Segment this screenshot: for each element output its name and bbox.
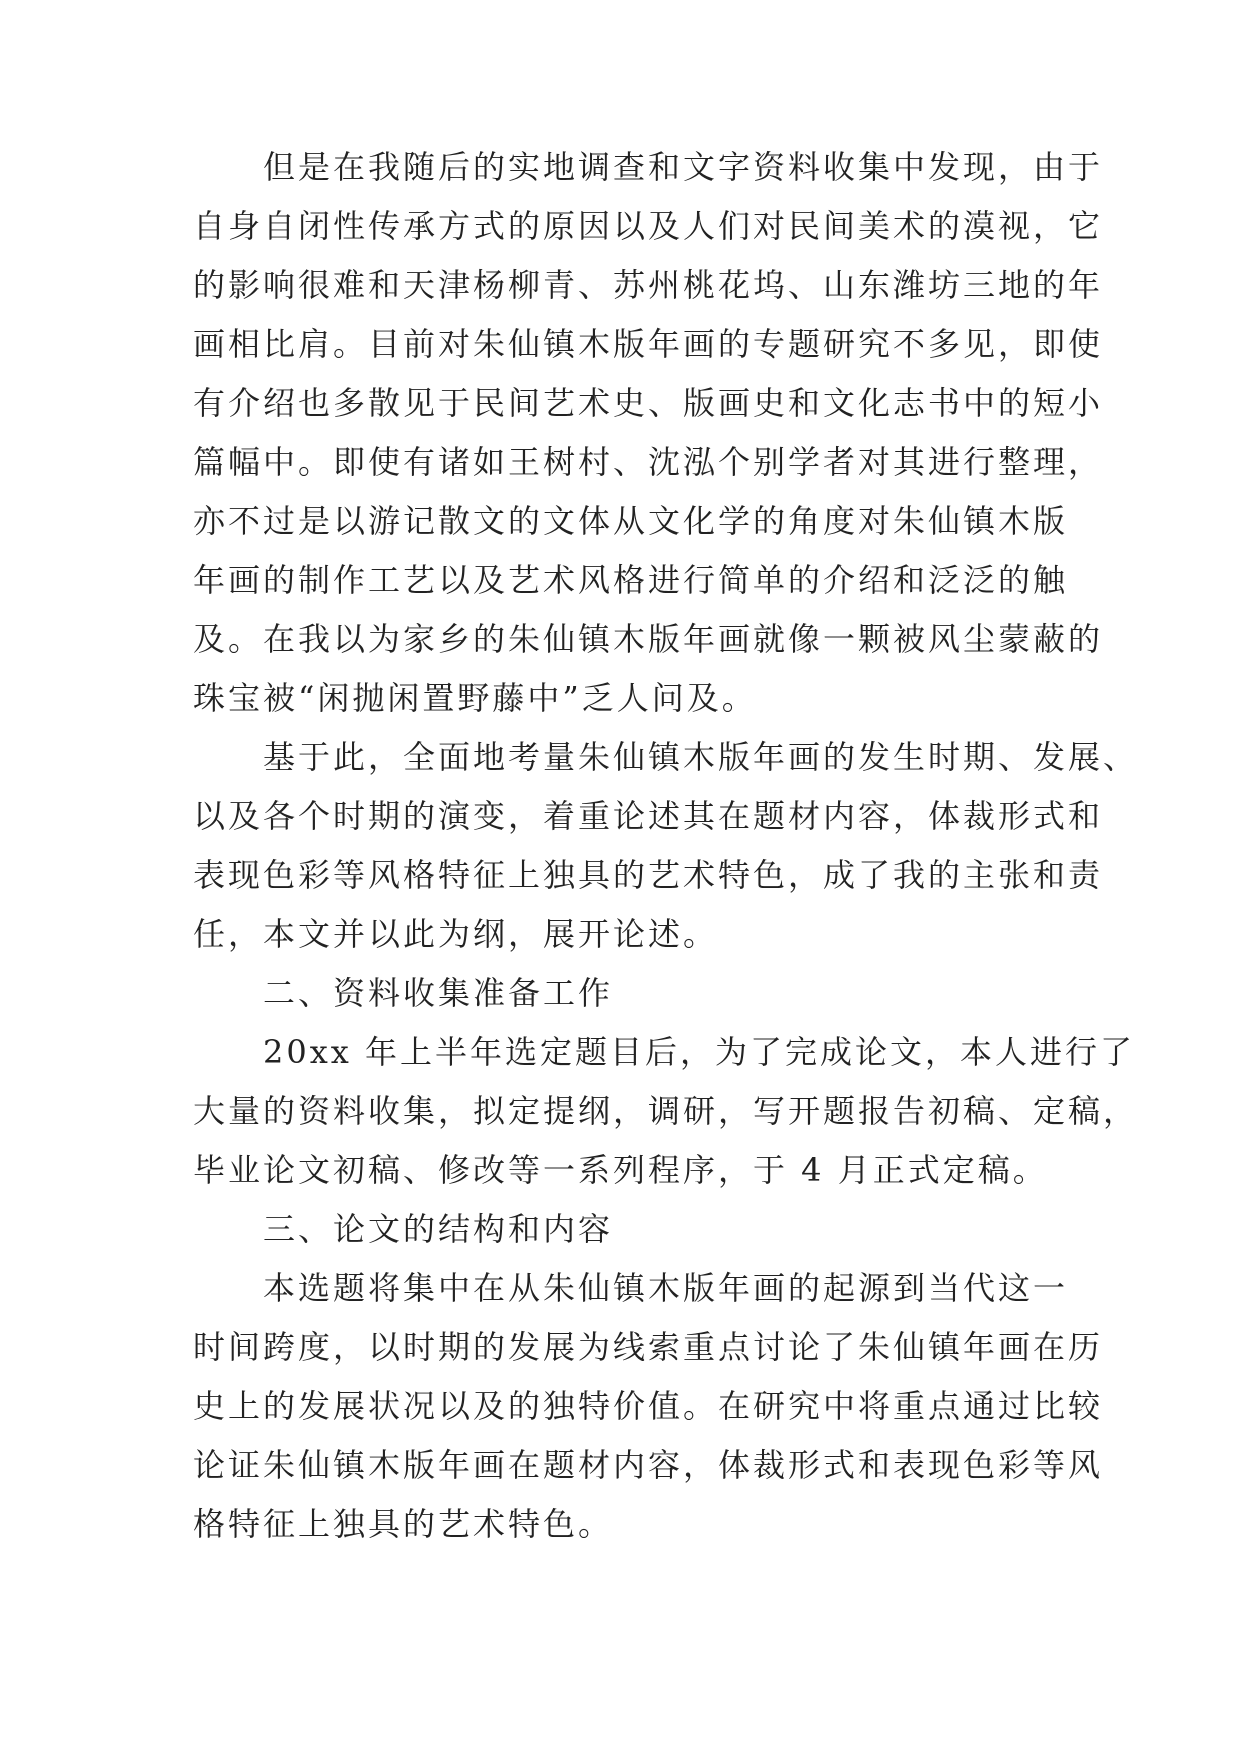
text-line: 珠宝被“闲抛闲置野藤中”乏人问及。 — [193, 679, 757, 717]
text-line: 的影响很难和天津杨柳青、苏州桃花坞、山东潍坊三地的年 — [193, 266, 1104, 304]
text-line: 表现色彩等风格特征上独具的艺术特色，成了我的主张和责 — [193, 856, 1104, 894]
text-line: 及。在我以为家乡的朱仙镇木版年画就像一颗被风尘蒙蔽的 — [193, 620, 1104, 658]
text-line: 三、论文的结构和内容 — [193, 1210, 614, 1248]
body-text — [193, 138, 1139, 1554]
text-line: 二、资料收集准备工作 — [193, 974, 614, 1012]
text-line: 有介绍也多散见于民间艺术史、版画史和文化志书中的短小 — [193, 384, 1104, 422]
text-line: 论证朱仙镇木版年画在题材内容，体裁形式和表现色彩等风 — [193, 1446, 1104, 1484]
text-line: 20xx 年上半年选定题目后，为了完成论文，本人进行了 — [193, 1033, 1135, 1071]
text-line: 以及各个时期的演变，着重论述其在题材内容，体裁形式和 — [193, 797, 1104, 835]
text-line: 大量的资料收集，拟定提纲，调研，写开题报告初稿、定稿， — [193, 1092, 1139, 1130]
text-line: 毕业论文初稿、修改等一系列程序，于 4 月正式定稿。 — [193, 1151, 1048, 1189]
text-line: 自身自闭性传承方式的原因以及人们对民间美术的漠视，它 — [193, 207, 1104, 245]
text-line: 格特征上独具的艺术特色。 — [193, 1505, 614, 1543]
text-line: 年画的制作工艺以及艺术风格进行简单的介绍和泛泛的触 — [193, 561, 1069, 599]
text-line: 亦不过是以游记散文的文体从文化学的角度对朱仙镇木版 — [193, 502, 1069, 540]
text-line: 但是在我随后的实地调查和文字资料收集中发现，由于 — [193, 148, 1104, 186]
text-line: 篇幅中。即使有诸如王树村、沈泓个别学者对其进行整理， — [193, 443, 1104, 481]
text-line: 画相比肩。目前对朱仙镇木版年画的专题研究不多见，即使 — [193, 325, 1104, 363]
text-line: 史上的发展状况以及的独特价值。在研究中将重点通过比较 — [193, 1387, 1104, 1425]
text-line: 任，本文并以此为纲，展开论述。 — [193, 915, 719, 953]
text-line: 本选题将集中在从朱仙镇木版年画的起源到当代这一 — [193, 1269, 1069, 1307]
text-line: 时间跨度，以时期的发展为线索重点讨论了朱仙镇年画在历 — [193, 1328, 1104, 1366]
text-line: 基于此，全面地考量朱仙镇木版年画的发生时期、发展、 — [193, 738, 1139, 776]
